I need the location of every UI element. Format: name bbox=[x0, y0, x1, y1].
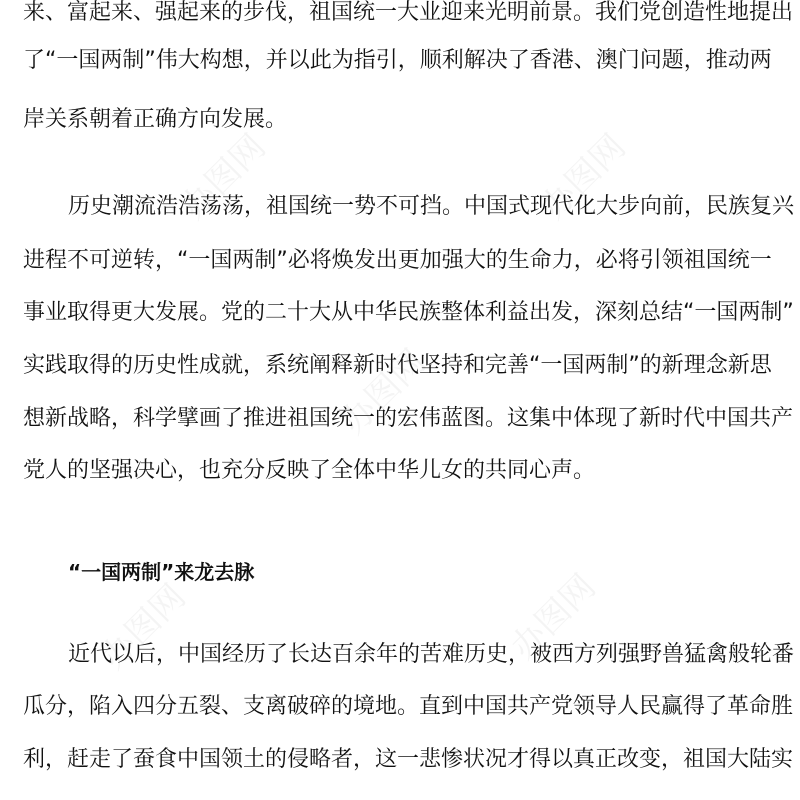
text-line: 来、富起来、强起来的步伐，祖国统一大业迎来光明前景。我们党创造性地提出 bbox=[23, 0, 794, 25]
text-line: 党人的坚强决心，也充分反映了全体中华儿女的共同心声。 bbox=[23, 458, 596, 483]
text-line: 想新战略，科学擘画了推进祖国统一的宏伟蓝图。这集中体现了新时代中国共产 bbox=[23, 406, 794, 431]
text-line: 历史潮流浩浩荡荡，祖国统一势不可挡。中国式现代化大步向前，民族复兴 bbox=[68, 194, 795, 219]
text-line: 近代以后，中国经历了长达百余年的苦难历史，被西方列强野兽猛禽般轮番 bbox=[68, 642, 795, 667]
text-line: 了“一国两制”伟大构想，并以此为指引，顺利解决了香港、澳门问题，推动两 bbox=[23, 48, 772, 73]
watermark-logo: 办图网 bbox=[533, 126, 634, 228]
text-line: 进程不可逆转，“一国两制”必将焕发出更加强大的生命力，必将引领祖国统一 bbox=[23, 248, 772, 273]
text-line: 事业取得更大发展。党的二十大从中华民族整体利益出发，深刻总结“一国两制” bbox=[23, 300, 794, 325]
section-heading: “一国两制”来龙去脉 bbox=[68, 560, 255, 584]
text-line: 瓜分，陷入四分五裂、支离破碎的境地。直到中国共产党领导人民赢得了革命胜 bbox=[23, 694, 794, 719]
text-line: 实践取得的历史性成就，系统阐释新时代坚持和完善“一国两制”的新理念新思 bbox=[23, 353, 772, 378]
watermark-logo: 办图网 bbox=[93, 576, 194, 678]
text-line: 岸关系朝着正确方向发展。 bbox=[23, 107, 288, 132]
watermark-logo: 办图网 bbox=[173, 126, 274, 228]
watermark-logo: 办图网 bbox=[503, 566, 604, 668]
watermark-logo: 办图网 bbox=[333, 341, 434, 443]
text-line: 利，赶走了蚕食中国领土的侵略者，这一悲惨状况才得以真正改变，祖国大陆实 bbox=[23, 747, 794, 772]
